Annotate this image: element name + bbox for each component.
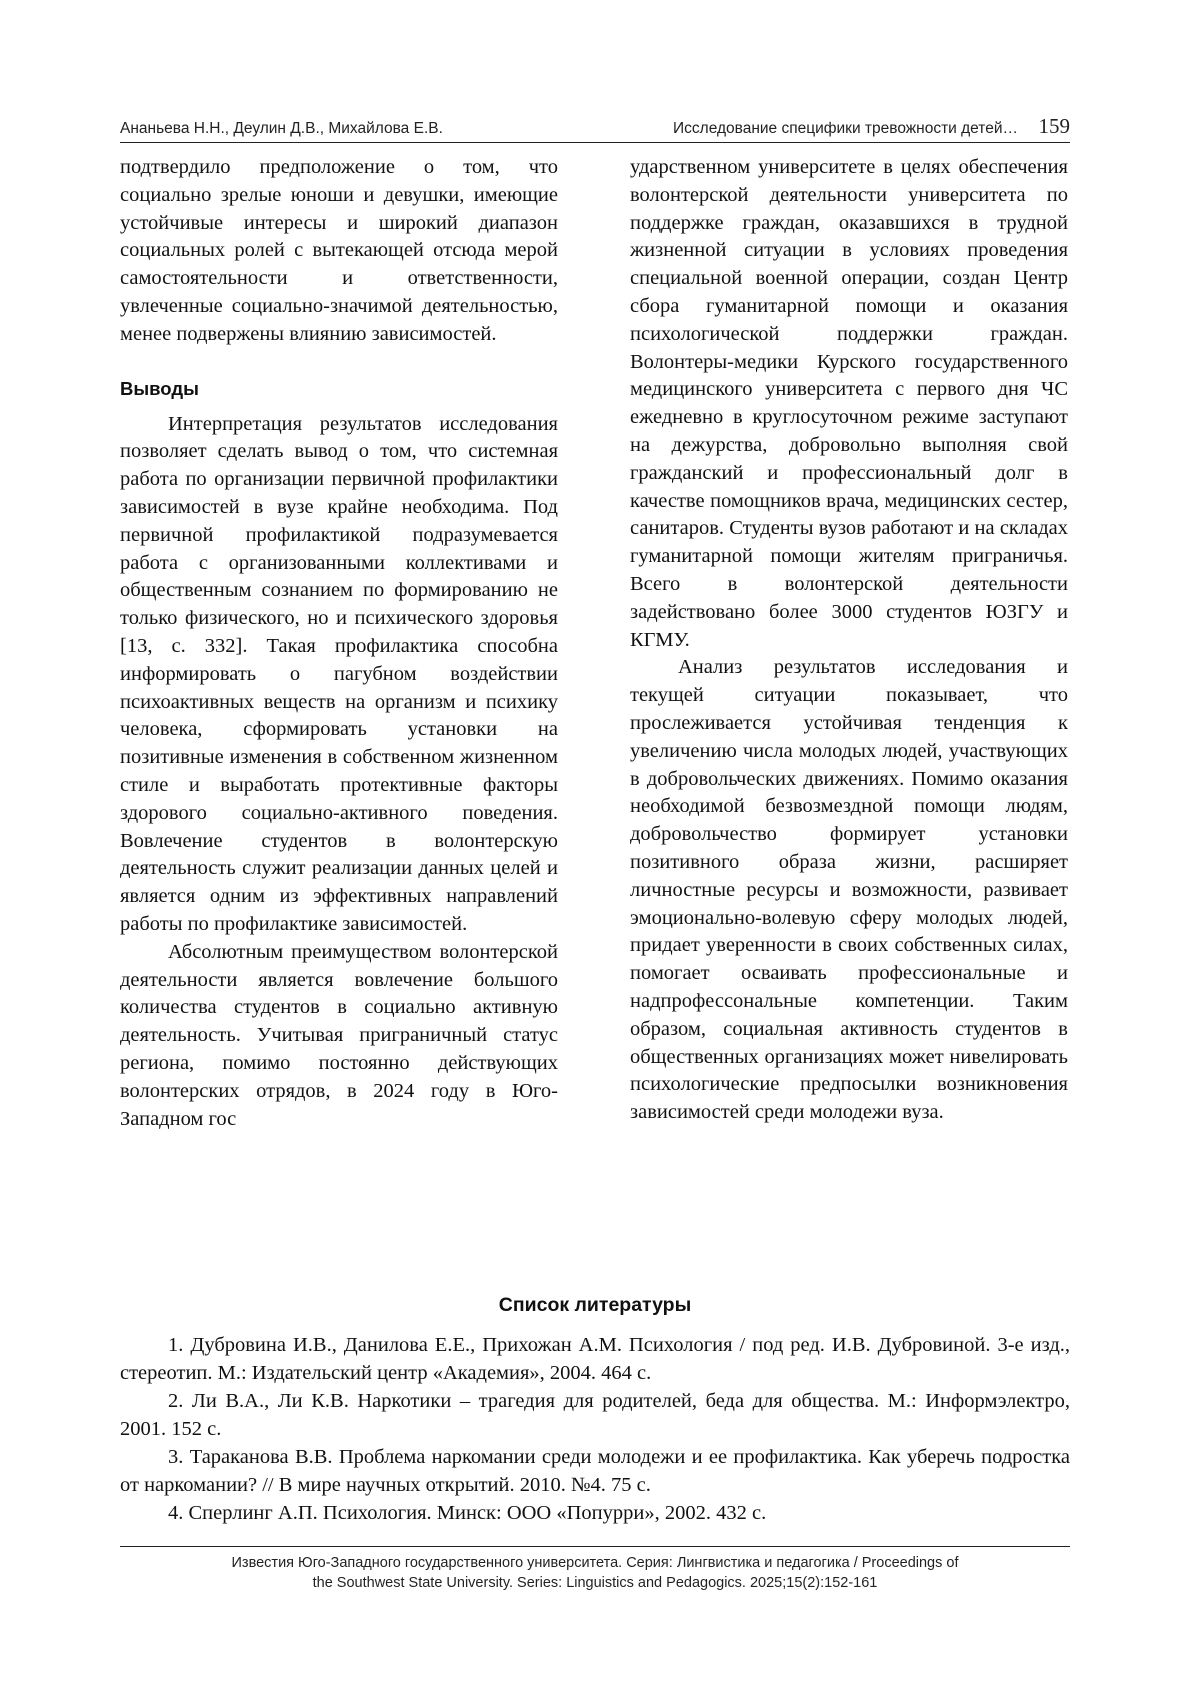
conclusions-paragraph-2: Абсолютным преимуществом волонтерской деятельности является вовлечение большого количества студентов в социально активную деятельность. Учитывая приграничный статус региона, помимо постоянно действующих волонтерских отрядов, в 2024 году в Юго-Западном гос <box>120 940 558 1130</box>
page-number: 159 <box>1038 114 1070 138</box>
section-heading-conclusions: Выводы <box>120 377 199 399</box>
references-list <box>120 1331 1070 1527</box>
references-heading: Список литературы <box>498 1294 692 1316</box>
header-authors: Ананьева Н.Н., Деулин Д.В., Михайлова Е.В. <box>120 120 443 137</box>
header-short-title: Исследование специфики тревожности детей… <box>673 120 1018 137</box>
footer-line-2: the Southwest State University. Series: Linguistics and Pedagogics. 2025;15(2):152-161 <box>312 1575 878 1591</box>
reference-item: 3. Тараканова В.В. Проблема наркомании среди молодежи и ее профилактика. Как уберечь подростка от наркомании? // В мире научных открытий. 2010. №4. 75 с. <box>120 1446 1070 1496</box>
reference-item: 1. Дубровина И.В., Данилова Е.Е., Прихожан А.М. Психология / под ред. И.В. Дубровиной. 3-е изд., стереотип. М.: Издательский центр «Академия», 2004. 464 с. <box>120 1334 1070 1384</box>
running-header <box>120 112 1070 143</box>
reference-item: 4. Сперлинг А.П. Психология. Минск: ООО «Попурри», 2002. 432 с. <box>168 1502 767 1524</box>
left-column <box>120 154 558 1133</box>
left-continuation-paragraph: подтвердило предположение о том, что социально зрелые юноши и девушки, имеющие устойчивые интересы и широкий диапазон социальных ролей с вытекающей отсюда мерой самостоятельности и ответственности, увлеченные социально-значимой деятельностью, менее подвержены влиянию зависимостей. <box>120 156 558 345</box>
references-section <box>120 1294 1070 1527</box>
reference-item: 2. Ли В.А., Ли К.В. Наркотики – трагедия для родителей, беда для общества. М.: Информэлектро, 2001. 152 с. <box>120 1390 1070 1440</box>
right-column <box>630 154 1068 1127</box>
journal-footer <box>120 1546 1070 1593</box>
analysis-paragraph: Анализ результатов исследования и текущей ситуации показывает, что прослеживается устойчивая тенденция к увеличению числа молодых людей, участвующих в добровольческих движениях. Помимо оказания необходимой безвозмездной помощи людям, добровольчество формирует установки позитивного образа жизни, расширяет личностные ресурсы и возможности, развивает эмоционально-волевую сферу молодых людей, придает уверенности в своих собственных силах, помогает осваивать профессиональные и надпрофессональные компетенции. Таким образом, социальная активность студентов в общественных организациях может нивелировать психологические предпосылки возникновения зависимостей среди молодежи вуза. <box>630 656 1068 1124</box>
right-continuation-paragraph: ударственном университете в целях обеспечения волонтерской деятельности университета по поддержке граждан, оказавшихся в трудной жизненной ситуации в условиях проведения специальной военной операции, создан Центр сбора гуманитарной помощи и оказания психологической поддержки граждан. Волонтеры-медики Курского государственного медицинского университета с первого дня ЧС ежедневно в круглосуточном режиме заступают на дежурства, добровольно выполняя свой гражданский и профессиональный долг в качестве помощников врача, медицинских сестер, санитаров. Студенты вузов работают и на складах гуманитарной помощи жителям приграничья. Всего в волонтерской деятельности задействовано более 3000 студентов ЮЗГУ и КГМУ. <box>630 156 1068 651</box>
conclusions-paragraph-1: Интерпретация результатов исследования позволяет сделать вывод о том, что системная работа по организации первичной профилактики зависимостей в вузе крайне необходима. Под первичной профилактикой подразумевается работа с организованными коллективами и общественным сознанием по формированию не только физического, но и психического здоровья [13, с. 332]. Такая профилактика способна информировать о пагубном воздействии психоактивных веществ на организм и психику человека, сформировать установки на позитивные изменения в собственном жизненном стиле и выработать протективные факторы здорового социально-активного поведения. Вовлечение студентов в волонтерскую деятельность служит реализации данных целей и является одним из эффективных направлений работы по профилактике зависимостей. <box>120 412 558 935</box>
footer-line-1: Известия Юго-Западного государственного университета. Серия: Лингвистика и педагогика / Proceedings of <box>231 1555 959 1571</box>
